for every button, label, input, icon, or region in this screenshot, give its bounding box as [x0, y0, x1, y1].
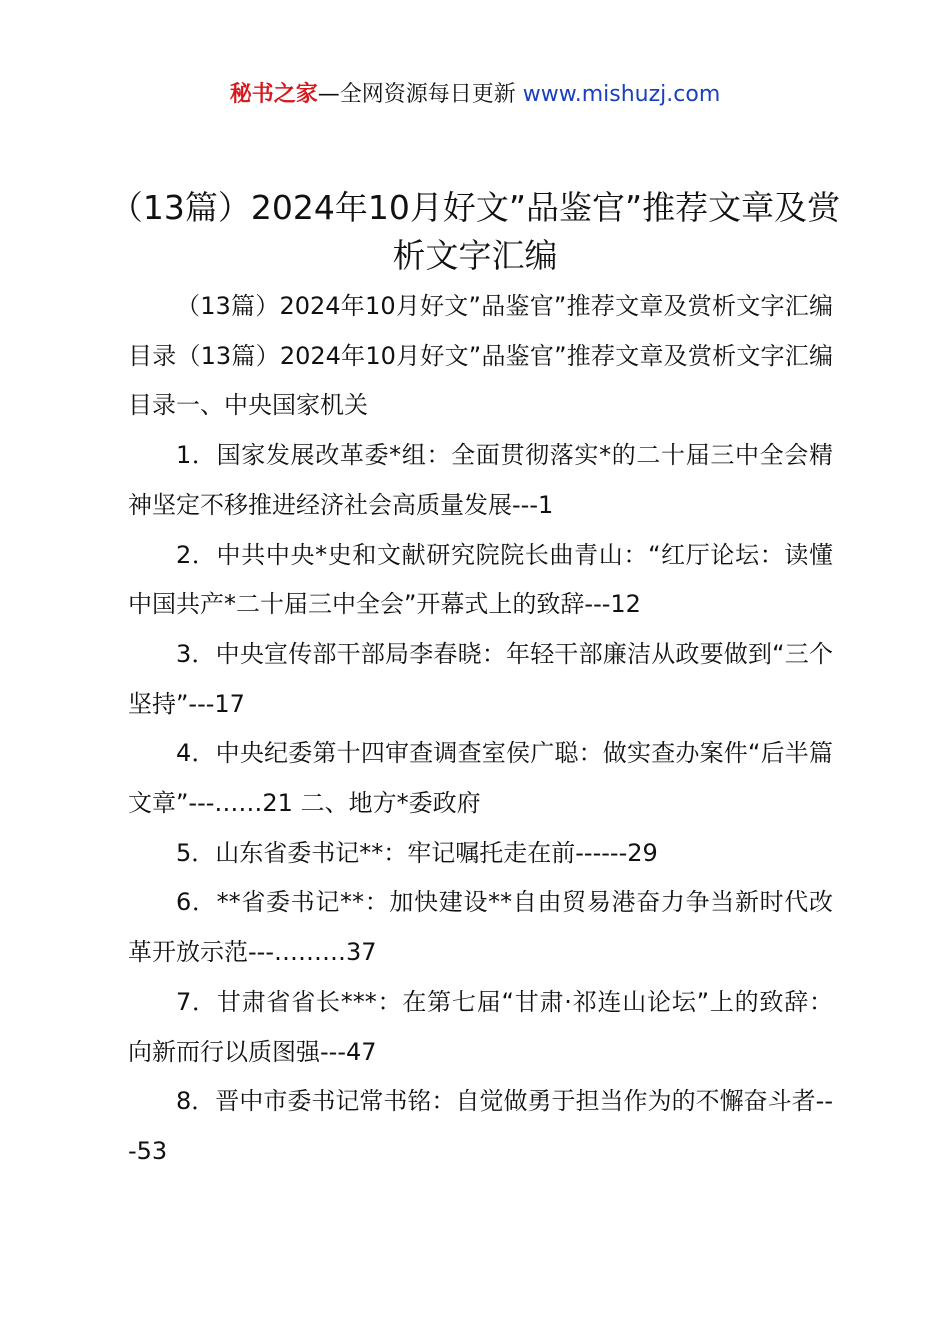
site-tagline: —全网资源每日更新 — [317, 82, 523, 107]
site-header — [0, 78, 950, 112]
toc-item: 1．国家发展改革委*组：全面贯彻落实*的二十届三中全会精神坚定不移推进经济社会高质量发展---1 — [128, 441, 833, 519]
toc-item: 8．晋中市委书记常书铭：自觉做勇于担当作为的不懈奋斗者---53 — [128, 1087, 833, 1165]
document-body — [128, 282, 833, 1177]
toc-item: 3．中央宣传部干部局李春晓：年轻干部廉洁从政要做到“三个坚持”---17 — [128, 639, 833, 718]
intro-paragraph: （13篇）2024年10月好文”品鉴官”推荐文章及赏析文字汇编目录（13篇）2024年10月好文”品鉴官”推荐文章及赏析文字汇编目录一、中央国家机关 — [128, 292, 833, 420]
toc-item: 6．**省委书记**：加快建设**自由贸易港奋力争当新时代改革开放示范---………37 — [128, 888, 833, 967]
site-brand: 秘书之家 — [229, 82, 318, 107]
toc-item: 5．山东省委书记**：牢记嘱托走在前------29 — [176, 838, 658, 867]
site-url-link[interactable]: www.mishuzj.com — [522, 82, 721, 107]
toc-item: 2．中共中央*史和文献研究院院长曲青山：“红厅论坛：读懂中国共产*二十届三中全会”开幕式上的致辞---12 — [128, 540, 833, 619]
toc-item: 4．中央纪委第十四审查调查室侯广聪：做实查办案件“后半篇文章”---……21 二、地方*委政府 — [128, 739, 833, 818]
toc-item: 7．甘肃省省长***：在第七届“甘肃·祁连山论坛”上的致辞：向新而行以质图强---47 — [128, 987, 833, 1066]
document-title: （13篇）2024年10月好文”品鉴官”推荐文章及赏析文字汇编 — [109, 188, 841, 275]
